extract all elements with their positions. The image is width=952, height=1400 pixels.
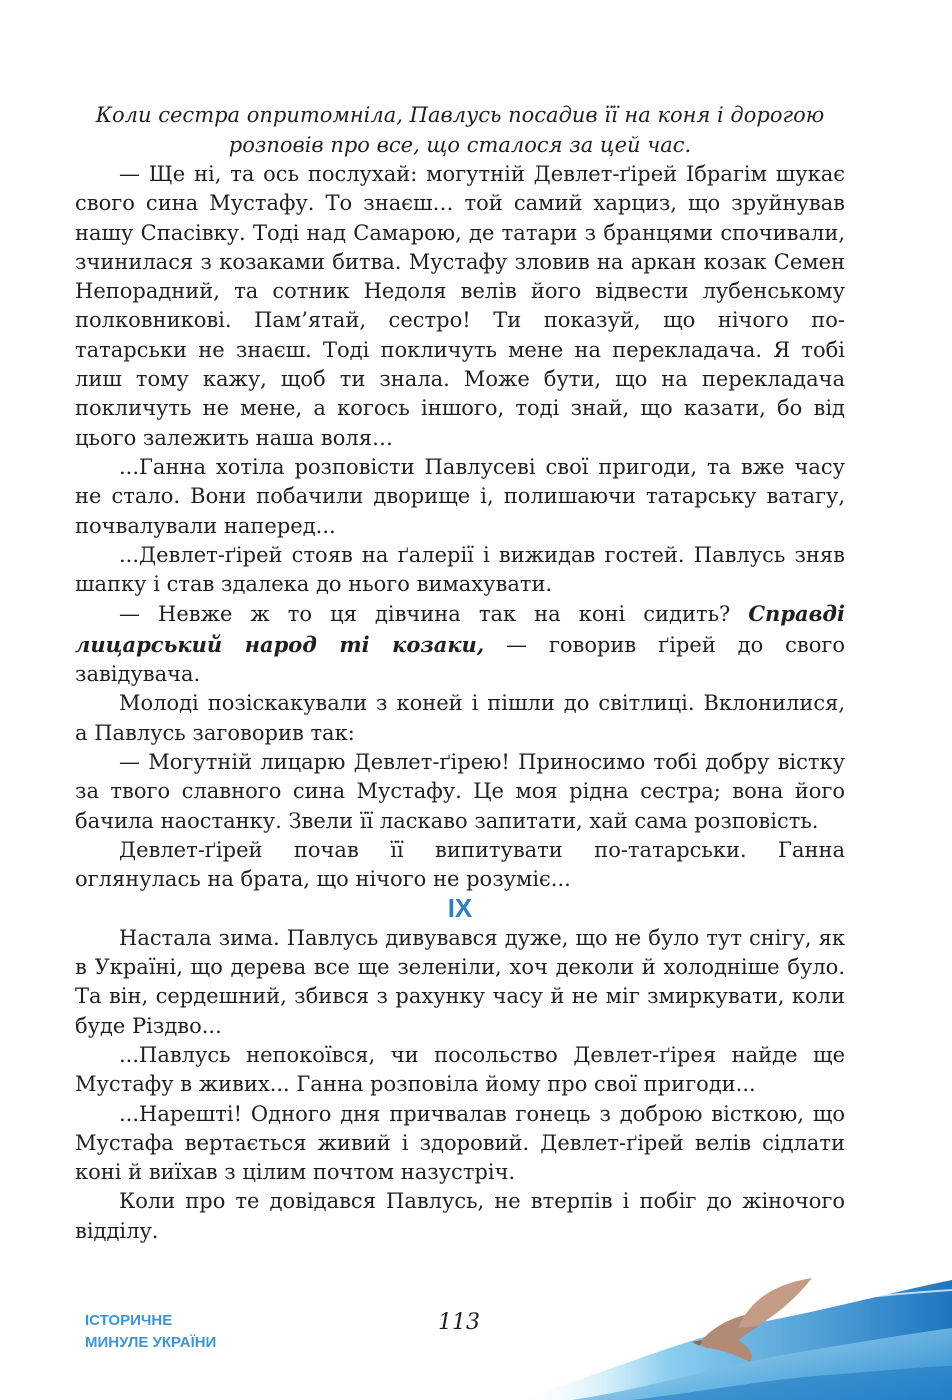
paragraph: Коли про те довідався Павлусь, не втерпів і побіг до жіночого відділу. xyxy=(75,1189,845,1243)
quote-start: — Невже ж то ця дівчина так на коні сидить? xyxy=(119,602,749,627)
section-label-line1: ІСТОРИЧНЕ xyxy=(85,1312,173,1329)
decorative-wave xyxy=(512,1270,952,1400)
quote-end: — говорив ґірей до свого завідувача. xyxy=(75,632,846,687)
paragraph: ...Нарешті! Одного дня причвалав гонець з доброю вісткою, що Мустафа вертається живий і здоровий. Девлет-ґірей велів сідлати коні й виїхав з цілим почтом назустріч. xyxy=(75,1101,845,1185)
paragraph: Молоді позіскакували з коней і пішли до світлиці. Вклонилися, а Павлусь заговорив так: xyxy=(75,691,845,745)
intro-italic: Коли сестра опритомніла, Павлусь посадив її на коня і дорогою розповів про все, що сталося за цей час. xyxy=(95,103,825,157)
quote-bold-italic: Справді лицарський народ ті козаки, xyxy=(75,601,845,657)
paragraph: ...Девлет-ґірей стояв на ґалерії і вижидав гостей. Павлусь зняв шапку і став здалека до нього вимахувати. xyxy=(75,542,845,597)
text-block xyxy=(75,100,845,1246)
quote-paragraph xyxy=(75,599,845,689)
section-label-line2: МИНУЛЕ УКРАЇНИ xyxy=(85,1334,217,1351)
paragraph: Девлет-ґірей почав її випитувати по-татарськи. Ганна оглянулась на брата, що нічого не розуміє... xyxy=(75,837,845,892)
paragraph: — Могутній лицарю Девлет-ґірею! Приносимо тобі добру вістку за твого славного сина Мустафу. Це моя рідна сестра; вона його бачила наостанку. Звели її ласкаво запитати, хай сама розповість. xyxy=(75,749,845,833)
page-number: 113 xyxy=(438,1310,480,1335)
paragraph: ...Павлусь непокоївся, чи посольство Девлет-ґірея найде ще Мустафу в живих... Ганна розповіла йому про свої пригоди... xyxy=(75,1042,845,1097)
paragraph: — Ще ні, та ось послухай: могутній Девлет-ґірей Ібрагім шукає свого сина Мустафу. То знаєш… той самий харциз, що зруйнував нашу Спасівку. Тоді над Самарою, де татари з бранцями спочивали, зчинилася з козаками битва. Мустафу зловив на аркан козак Семен Непорадний, та сотник Недоля велів його відвести лубенському полковникові. Пам’ятай, сестро! Ти показуй, що нічого по-татарськи не знаєш. Тоді покличуть мене на перекладача. Я тобі лиш тому кажу, щоб ти знала. Може бути, що на перекладача покличуть не мене, а когось іншого, тоді знай, що казати, бо від цього залежить наша воля… xyxy=(75,162,845,450)
chapter-heading: IX xyxy=(447,893,473,924)
paragraph: Настала зима. Павлусь дивувався дуже, що не було тут снігу, як в Україні, що дерева все ще зеленіли, хоч деколи й холодніше було. Та він, сердешний, збився з рахунку часу й не міг змиркувати, коли буде Різдво... xyxy=(75,925,845,1038)
paragraph: ...Ганна хотіла розповісти Павлусеві свої пригоди, та вже часу не стало. Вони побачили дворище і, полишаючи татарську ватагу, почвалували наперед... xyxy=(75,454,845,538)
section-label xyxy=(85,1310,216,1354)
